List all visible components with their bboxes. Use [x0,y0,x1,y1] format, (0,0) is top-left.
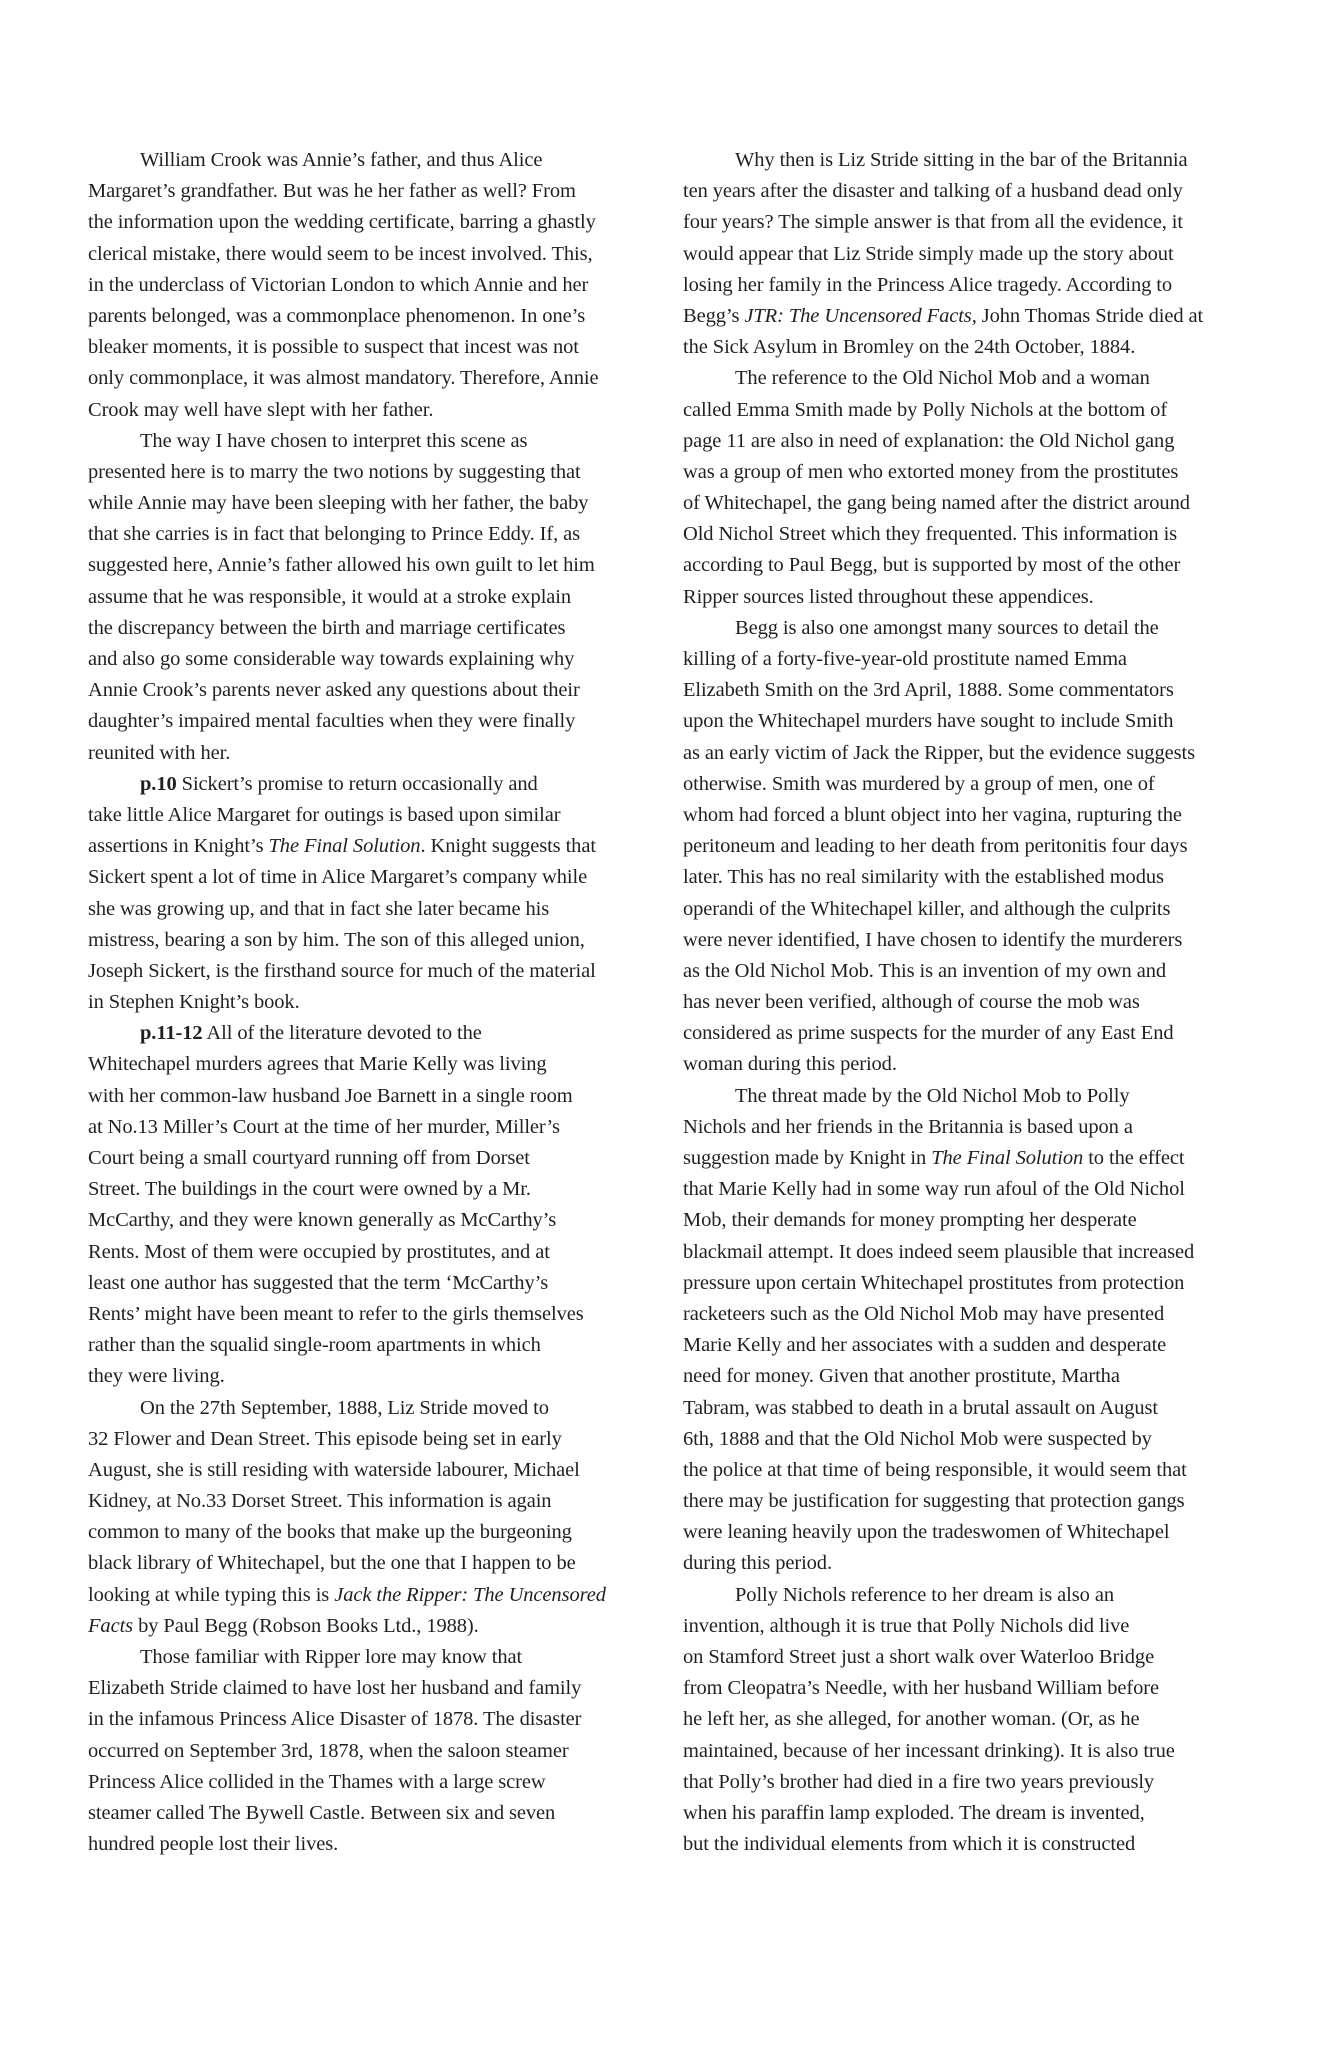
text-segment: peritoneum and leading to her death from peritonitis four days [683,835,1188,858]
text-segment: otherwise. Smith was murdered by a group of men, one of [683,772,1155,795]
text-segment: Joseph Sickert, is the firsthand source for much of the material [88,959,596,982]
text-line [683,488,1263,519]
text-segment: to the effect [1083,1147,1185,1169]
text-segment: by Paul Begg (Robson Books Ltd., 1988). [133,1614,479,1637]
text-line [88,1517,648,1548]
text-line [683,1361,1263,1392]
text-segment: Mob, their demands for money prompting her desperate [683,1209,1137,1232]
text-segment: clerical mistake, there would seem to be incest involved. This, [88,242,593,265]
text-line [683,582,1263,613]
text-segment: considered as prime suspects for the murder of any East End [683,1022,1174,1045]
text-segment: Polly Nichols reference to her dream is also an [735,1583,1114,1606]
text-line [683,1642,1263,1673]
page-reference: p.10 [140,772,177,795]
text-segment: hundred people lost their lives. [88,1833,339,1856]
text-line [88,1424,648,1455]
text-line [88,1143,648,1174]
text-line [88,1611,648,1642]
text-segment: The reference to the Old Nichol Mob and a woman [735,367,1150,390]
text-line [88,1767,648,1798]
text-line [88,1049,648,1080]
text-segment: Whitechapel murders agrees that Marie Kelly was living [88,1053,547,1076]
text-line [88,987,648,1018]
text-segment: Sickert spent a lot of time in Alice Margaret’s company while [88,866,588,889]
text-segment: Princess Alice collided in the Thames with a large screw [88,1770,546,1793]
text-segment: Nichols and her friends in the Britannia is based upon a [683,1115,1133,1138]
text-segment: was a group of men who extorted money from the prostitutes [683,460,1179,483]
text-line [88,270,648,301]
text-segment: when his paraffin lamp exploded. The dream is invented, [683,1801,1145,1824]
text-line [683,987,1263,1018]
text-line [683,270,1263,301]
text-line [683,1268,1263,1299]
text-line [683,1517,1263,1548]
text-line [88,1268,648,1299]
text-line [88,1361,648,1392]
paragraph-first-line [88,1393,648,1424]
text-line [88,1455,648,1486]
text-segment: that she carries is in fact that belonging to Prince Eddy. If, as [88,523,580,546]
text-segment: four years? The simple answer is that from all the evidence, it [683,211,1183,234]
text-line [88,363,648,394]
text-segment: August, she is still residing with waterside labourer, Michael [88,1458,580,1481]
text-segment: Rents. Most of them were occupied by prostitutes, and at [88,1240,550,1263]
text-line [88,956,648,987]
text-segment: assertions in Knight’s [88,835,269,858]
paragraph-first-line [88,1018,648,1049]
text-line [683,332,1263,363]
text-line [683,519,1263,550]
text-line [683,769,1263,800]
text-segment: Tabram, was stabbed to death in a brutal assault on August [683,1396,1158,1419]
text-segment: during this period. [683,1552,832,1575]
text-line [88,706,648,737]
text-line [88,1704,648,1735]
text-segment: she was growing up, and that in fact she later became his [88,897,550,920]
text-segment: while Annie may have been sleeping with her father, the baby [88,492,589,515]
text-segment: steamer called The Bywell Castle. Between six and seven [88,1801,556,1824]
text-line [683,1393,1263,1424]
left-column [88,145,648,1860]
text-line [683,1798,1263,1829]
text-line [683,1704,1263,1735]
text-segment: presented here is to marry the two notions by suggesting that [88,460,581,483]
text-line [683,1455,1263,1486]
text-line [88,894,648,925]
text-segment: Begg’s [683,304,745,327]
text-line [683,1829,1263,1860]
book-title-italic: Facts [88,1614,134,1637]
text-line [88,862,648,893]
paragraph-first-line [88,145,648,176]
text-line [88,519,648,550]
text-segment: Sickert’s promise to return occasionally and [176,772,538,795]
text-line [683,176,1263,207]
text-segment: according to Paul Begg, but is supported by most of the other [683,554,1181,577]
text-line [683,1018,1263,1049]
text-line [88,457,648,488]
text-line [88,1673,648,1704]
text-line [88,239,648,270]
text-segment: The way I have chosen to interpret this scene as [140,429,528,452]
text-segment: the Sick Asylum in Bromley on the 24th October, 1884. [683,336,1136,359]
text-segment: only commonplace, it was almost mandatory. Therefore, Annie [88,367,599,390]
text-line [88,1237,648,1268]
paragraph-first-line [88,769,648,800]
text-line [88,1829,648,1860]
text-line [88,675,648,706]
text-line [88,1736,648,1767]
text-line [88,644,648,675]
text-segment: the discrepancy between the birth and marriage certificates [88,616,566,639]
text-segment: killing of a forty-five-year-old prostitute named Emma [683,648,1127,670]
text-segment: Court being a small courtyard running off from Dorset [88,1147,530,1169]
text-segment: operandi of the Whitechapel killer, and although the culprits [683,897,1171,920]
text-segment: Crook may well have slept with her father. [88,398,434,421]
text-line [683,207,1263,238]
text-line [88,1205,648,1236]
text-line [683,800,1263,831]
text-segment: racketeers such as the Old Nichol Mob may have presented [683,1302,1165,1325]
text-line [683,1174,1263,1205]
text-line [683,1486,1263,1517]
text-line [88,1548,648,1579]
text-line [88,1330,648,1361]
text-segment: but the individual elements from which it is constructed [683,1833,1136,1856]
text-segment: there may be justification for suggesting that protection gangs [683,1490,1185,1513]
text-line [683,1736,1263,1767]
text-segment: occurred on September 3rd, 1878, when the saloon steamer [88,1739,569,1762]
book-title-italic: Jack the Ripper: The Uncensored [334,1583,606,1606]
text-segment: parents belonged, was a commonplace phenomenon. In one’s [88,304,586,327]
text-line [88,1580,648,1611]
paragraph-first-line [683,1081,1263,1112]
text-line [88,831,648,862]
text-line [683,395,1263,426]
text-line [683,1049,1263,1080]
text-segment: Old Nichol Street which they frequented. This information is [683,523,1178,546]
text-line [88,176,648,207]
text-line [88,1174,648,1205]
text-segment: whom had forced a blunt object into her vagina, rupturing the [683,803,1182,826]
text-segment: would appear that Liz Stride simply made up the story about [683,242,1174,265]
text-line [88,613,648,644]
text-segment: woman during this period. [683,1053,897,1076]
text-line [88,1081,648,1112]
text-segment: ten years after the disaster and talking of a husband dead only [683,180,1183,203]
text-segment: called Emma Smith made by Polly Nichols at the bottom of [683,398,1168,421]
text-line [88,1486,648,1517]
text-segment: suggested here, Annie’s father allowed his own guilt to let him [88,554,595,577]
text-segment: later. This has no real similarity with the established modus [683,866,1164,889]
text-segment: The threat made by the Old Nichol Mob to Polly [735,1084,1130,1107]
text-segment: Marie Kelly and her associates with a sudden and desperate [683,1334,1167,1357]
text-line [683,1611,1263,1642]
text-segment: Elizabeth Stride claimed to have lost her husband and family [88,1677,582,1700]
text-segment: take little Alice Margaret for outings is based upon similar [88,803,561,826]
text-line [88,800,648,831]
text-segment: in Stephen Knight’s book. [88,991,300,1014]
text-segment: maintained, because of her incessant drinking). It is also true [683,1739,1175,1762]
text-segment: Elizabeth Smith on the 3rd April, 1888. Some commentators [683,679,1174,702]
text-line [683,457,1263,488]
text-segment: on Stamford Street just a short walk over Waterloo Bridge [683,1646,1155,1668]
text-segment: as the Old Nichol Mob. This is an invention of my own and [683,959,1167,982]
text-line [88,395,648,426]
text-line [683,831,1263,862]
text-line [88,1299,648,1330]
text-line [683,301,1263,332]
text-segment: need for money. Given that another prostitute, Martha [683,1365,1120,1388]
text-segment: common to many of the books that make up the burgeoning [88,1521,572,1544]
paragraph-first-line [683,145,1263,176]
text-segment: 32 Flower and Dean Street. This episode being set in early [88,1427,562,1450]
text-segment: blackmail attempt. It does indeed seem plausible that increased [683,1240,1195,1263]
text-line [88,925,648,956]
text-line [683,956,1263,987]
book-title-italic: The Final Solution [931,1147,1084,1169]
text-segment: least one author has suggested that the term ‘McCarthy’s [88,1271,549,1294]
text-segment: has never been verified, although of course the mob was [683,991,1140,1014]
text-segment: in the underclass of Victorian London to which Annie and her [88,273,589,296]
paragraph-first-line [683,363,1263,394]
text-segment: suggestion made by Knight in [683,1147,932,1169]
text-segment: assume that he was responsible, it would at a stroke explain [88,585,572,608]
text-segment: looking at while typing this is [88,1583,335,1606]
paragraph-first-line [88,426,648,457]
text-line [683,1299,1263,1330]
text-segment: in the infamous Princess Alice Disaster of 1878. The disaster [88,1708,582,1731]
text-line [683,738,1263,769]
text-segment: pressure upon certain Whitechapel prostitutes from protection [683,1271,1185,1294]
text-line [88,1112,648,1143]
text-line [683,1143,1263,1174]
text-segment: mistress, bearing a son by him. The son of this alleged union, [88,928,585,951]
text-segment: Annie Crook’s parents never asked any questions about their [88,679,580,702]
text-segment: losing her family in the Princess Alice tragedy. According to [683,273,1173,296]
text-line [683,1330,1263,1361]
page-reference: p.11-12 [140,1022,203,1045]
text-line [88,488,648,519]
text-segment: Street. The buildings in the court were owned by a Mr. [88,1178,531,1201]
book-title-italic: The Final Solution [268,835,421,858]
text-segment: daughter’s impaired mental faculties when they were finally [88,710,576,733]
right-column [683,145,1263,1860]
text-line [683,1548,1263,1579]
text-segment: were leaning heavily upon the tradeswomen of Whitechapel [683,1521,1170,1544]
text-segment: bleaker moments, it is possible to suspect that incest was not [88,336,579,359]
text-segment: Why then is Liz Stride sitting in the bar of the Britannia [735,149,1188,171]
text-line [88,332,648,363]
text-segment: that Marie Kelly had in some way run afoul of the Old Nichol [683,1178,1185,1201]
text-segment: page 11 are also in need of explanation: the Old Nichol gang [683,429,1175,452]
text-segment: with her common-law husband Joe Barnett in a single room [88,1084,573,1107]
text-line [683,925,1263,956]
text-segment: All of the literature devoted to the [202,1022,482,1045]
text-line [88,301,648,332]
text-segment: and also go some considerable way towards explaining why [88,648,575,670]
text-segment: On the 27th September, 1888, Liz Stride moved to [140,1396,549,1419]
text-segment: reunited with her. [88,741,231,764]
text-segment: at No.13 Miller’s Court at the time of her murder, Miller’s [88,1115,560,1138]
text-segment: William Crook was Annie’s father, and thus Alice [140,149,543,171]
text-line [683,675,1263,706]
text-segment: McCarthy, and they were known generally as McCarthy’s [88,1209,557,1232]
text-segment: the information upon the wedding certificate, barring a ghastly [88,211,596,234]
text-segment: Margaret’s grandfather. But was he her father as well? From [88,180,576,203]
text-segment: the police at that time of being responsible, it would seem that [683,1458,1187,1481]
text-line [88,550,648,581]
text-segment: were never identified, I have chosen to identify the murderers [683,928,1183,951]
text-segment: as an early victim of Jack the Ripper, but the evidence suggests [683,741,1195,764]
text-segment: upon the Whitechapel murders have sought to include Smith [683,710,1174,733]
paragraph-first-line [88,1642,648,1673]
text-segment: invention, although it is true that Polly Nichols did live [683,1614,1130,1637]
text-line [88,207,648,238]
text-line [683,644,1263,675]
text-line [683,239,1263,270]
text-line [683,894,1263,925]
text-segment: rather than the squalid single-room apartments in which [88,1334,541,1357]
text-line [683,1237,1263,1268]
text-line [683,1767,1263,1798]
text-segment: they were living. [88,1365,225,1388]
text-line [88,582,648,613]
text-segment: , John Thomas Stride died at [971,304,1204,327]
text-line [88,738,648,769]
text-segment: black library of Whitechapel, but the one that I happen to be [88,1552,576,1575]
text-line [683,550,1263,581]
text-line [683,426,1263,457]
text-segment: he left her, as she alleged, for another woman. (Or, as he [683,1708,1140,1731]
text-segment: Begg is also one amongst many sources to detail the [735,616,1159,639]
text-segment: Kidney, at No.33 Dorset Street. This information is again [88,1490,552,1513]
text-segment: Those familiar with Ripper lore may know that [140,1646,523,1668]
text-line [683,1112,1263,1143]
text-segment: . Knight suggests that [420,835,596,858]
text-segment: 6th, 1888 and that the Old Nichol Mob were suspected by [683,1427,1152,1450]
paragraph-first-line [683,1580,1263,1611]
book-title-italic: JTR: The Uncensored Facts [744,304,972,327]
text-line [683,1205,1263,1236]
text-line [88,1798,648,1829]
text-line [683,1673,1263,1704]
text-segment: Rents’ might have been meant to refer to the girls themselves [88,1302,584,1325]
text-line [683,706,1263,737]
text-line [683,1424,1263,1455]
text-segment: Ripper sources listed throughout these appendices. [683,585,1094,608]
text-segment: that Polly’s brother had died in a fire two years previously [683,1770,1155,1793]
text-segment: from Cleopatra’s Needle, with her husband William before [683,1677,1159,1700]
text-segment: of Whitechapel, the gang being named after the district around [683,492,1190,515]
text-line [683,862,1263,893]
paragraph-first-line [683,613,1263,644]
